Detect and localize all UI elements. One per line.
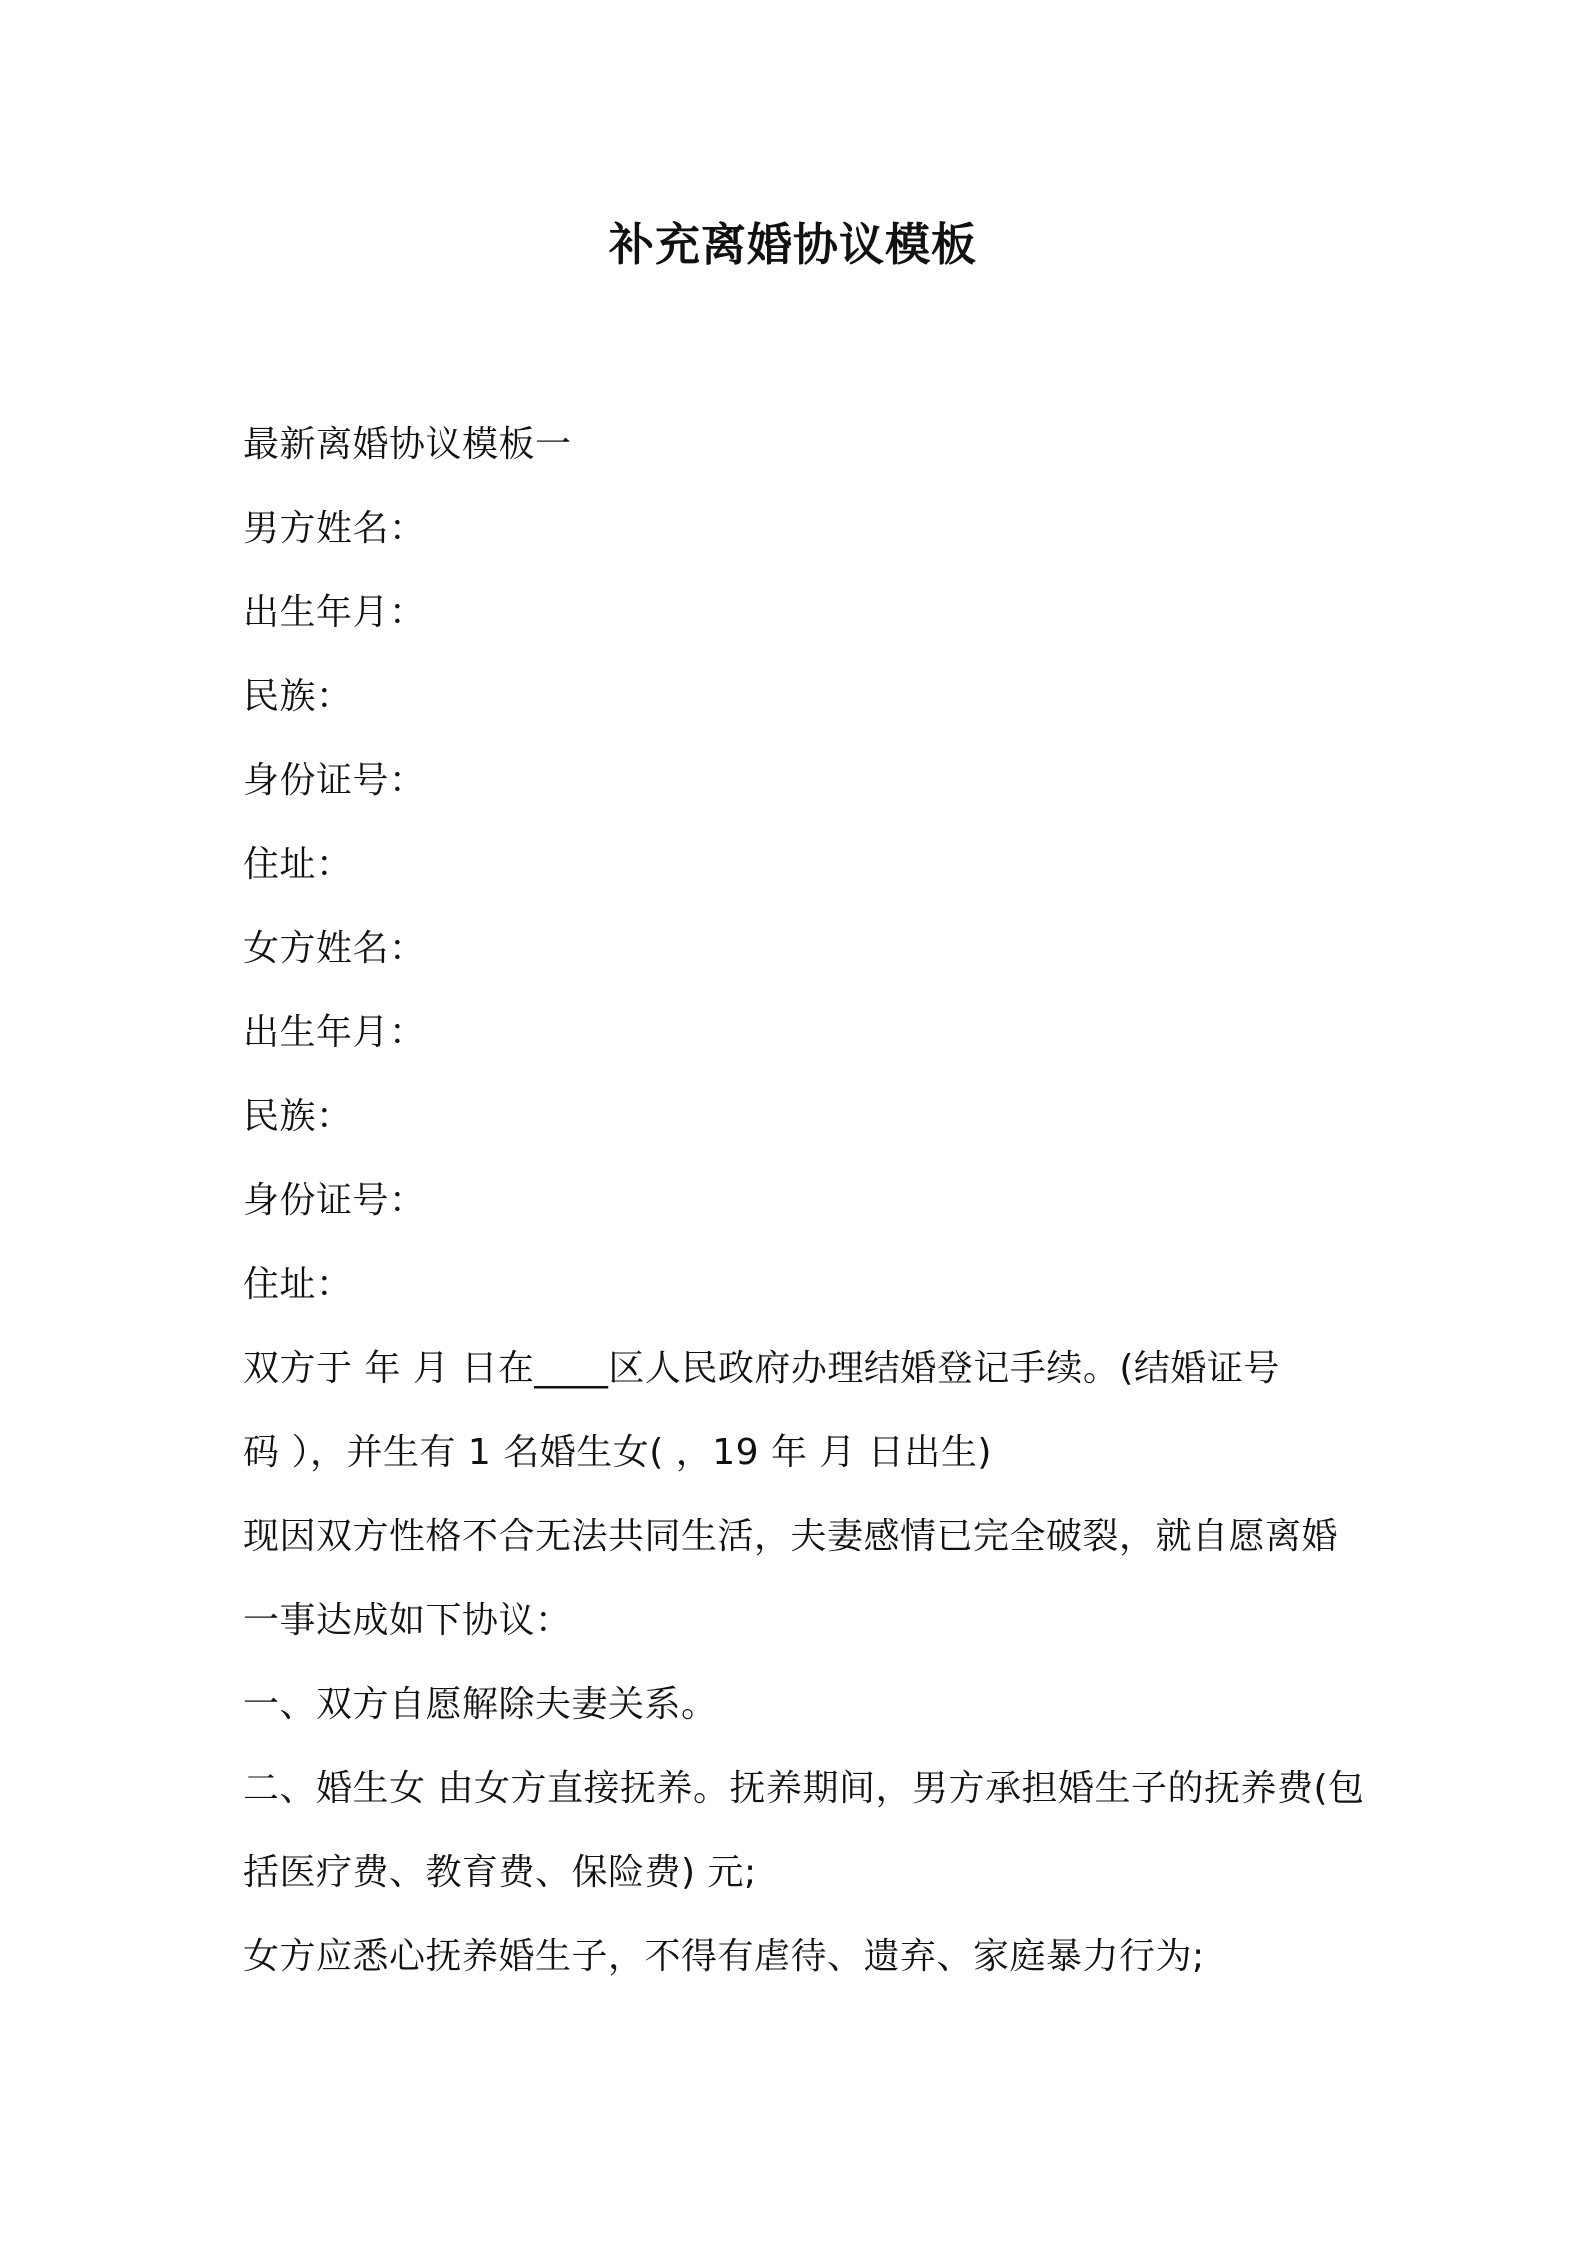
male-address-field: 住址：: [243, 844, 353, 885]
male-birth-field: 出生年月：: [243, 592, 426, 633]
clause-one: 一、双方自愿解除夫妻关系。: [243, 1684, 718, 1725]
marriage-paragraph-line: 双方于 年 月 日在____区人民政府办理结婚登记手续。(结婚证号: [243, 1348, 1280, 1389]
custody-duty-line: 女方应悉心抚养婚生子，不得有虐待、遗弃、家庭暴力行为;: [243, 1936, 1205, 1977]
male-id-field: 身份证号：: [243, 760, 426, 801]
male-ethnicity-field: 民族：: [243, 676, 353, 717]
clause-two-line: 括医疗费、教育费、保险费) 元;: [243, 1852, 757, 1893]
female-birth-field: 出生年月：: [243, 1012, 426, 1053]
reason-paragraph-line: 一事达成如下协议：: [243, 1600, 572, 1641]
reason-paragraph-line: 现因双方性格不合无法共同生活，夫妻感情已完全破裂，就自愿离婚: [243, 1516, 1339, 1557]
marriage-paragraph-line: 码 ），并生有 1 名婚生女( ，19 年 月 日出生): [243, 1432, 992, 1473]
female-name-field: 女方姓名：: [243, 928, 426, 969]
document-title: 补充离婚协议模板: [608, 218, 977, 271]
clause-two-line: 二、婚生女 由女方直接抚养。抚养期间，男方承担婚生子的抚养费(包: [243, 1768, 1365, 1809]
female-address-field: 住址：: [243, 1264, 353, 1305]
document-body: [243, 403, 1363, 1999]
male-name-field: 男方姓名：: [243, 508, 426, 549]
female-id-field: 身份证号：: [243, 1180, 426, 1221]
section-heading: 最新离婚协议模板一: [243, 424, 572, 465]
female-ethnicity-field: 民族：: [243, 1096, 353, 1137]
